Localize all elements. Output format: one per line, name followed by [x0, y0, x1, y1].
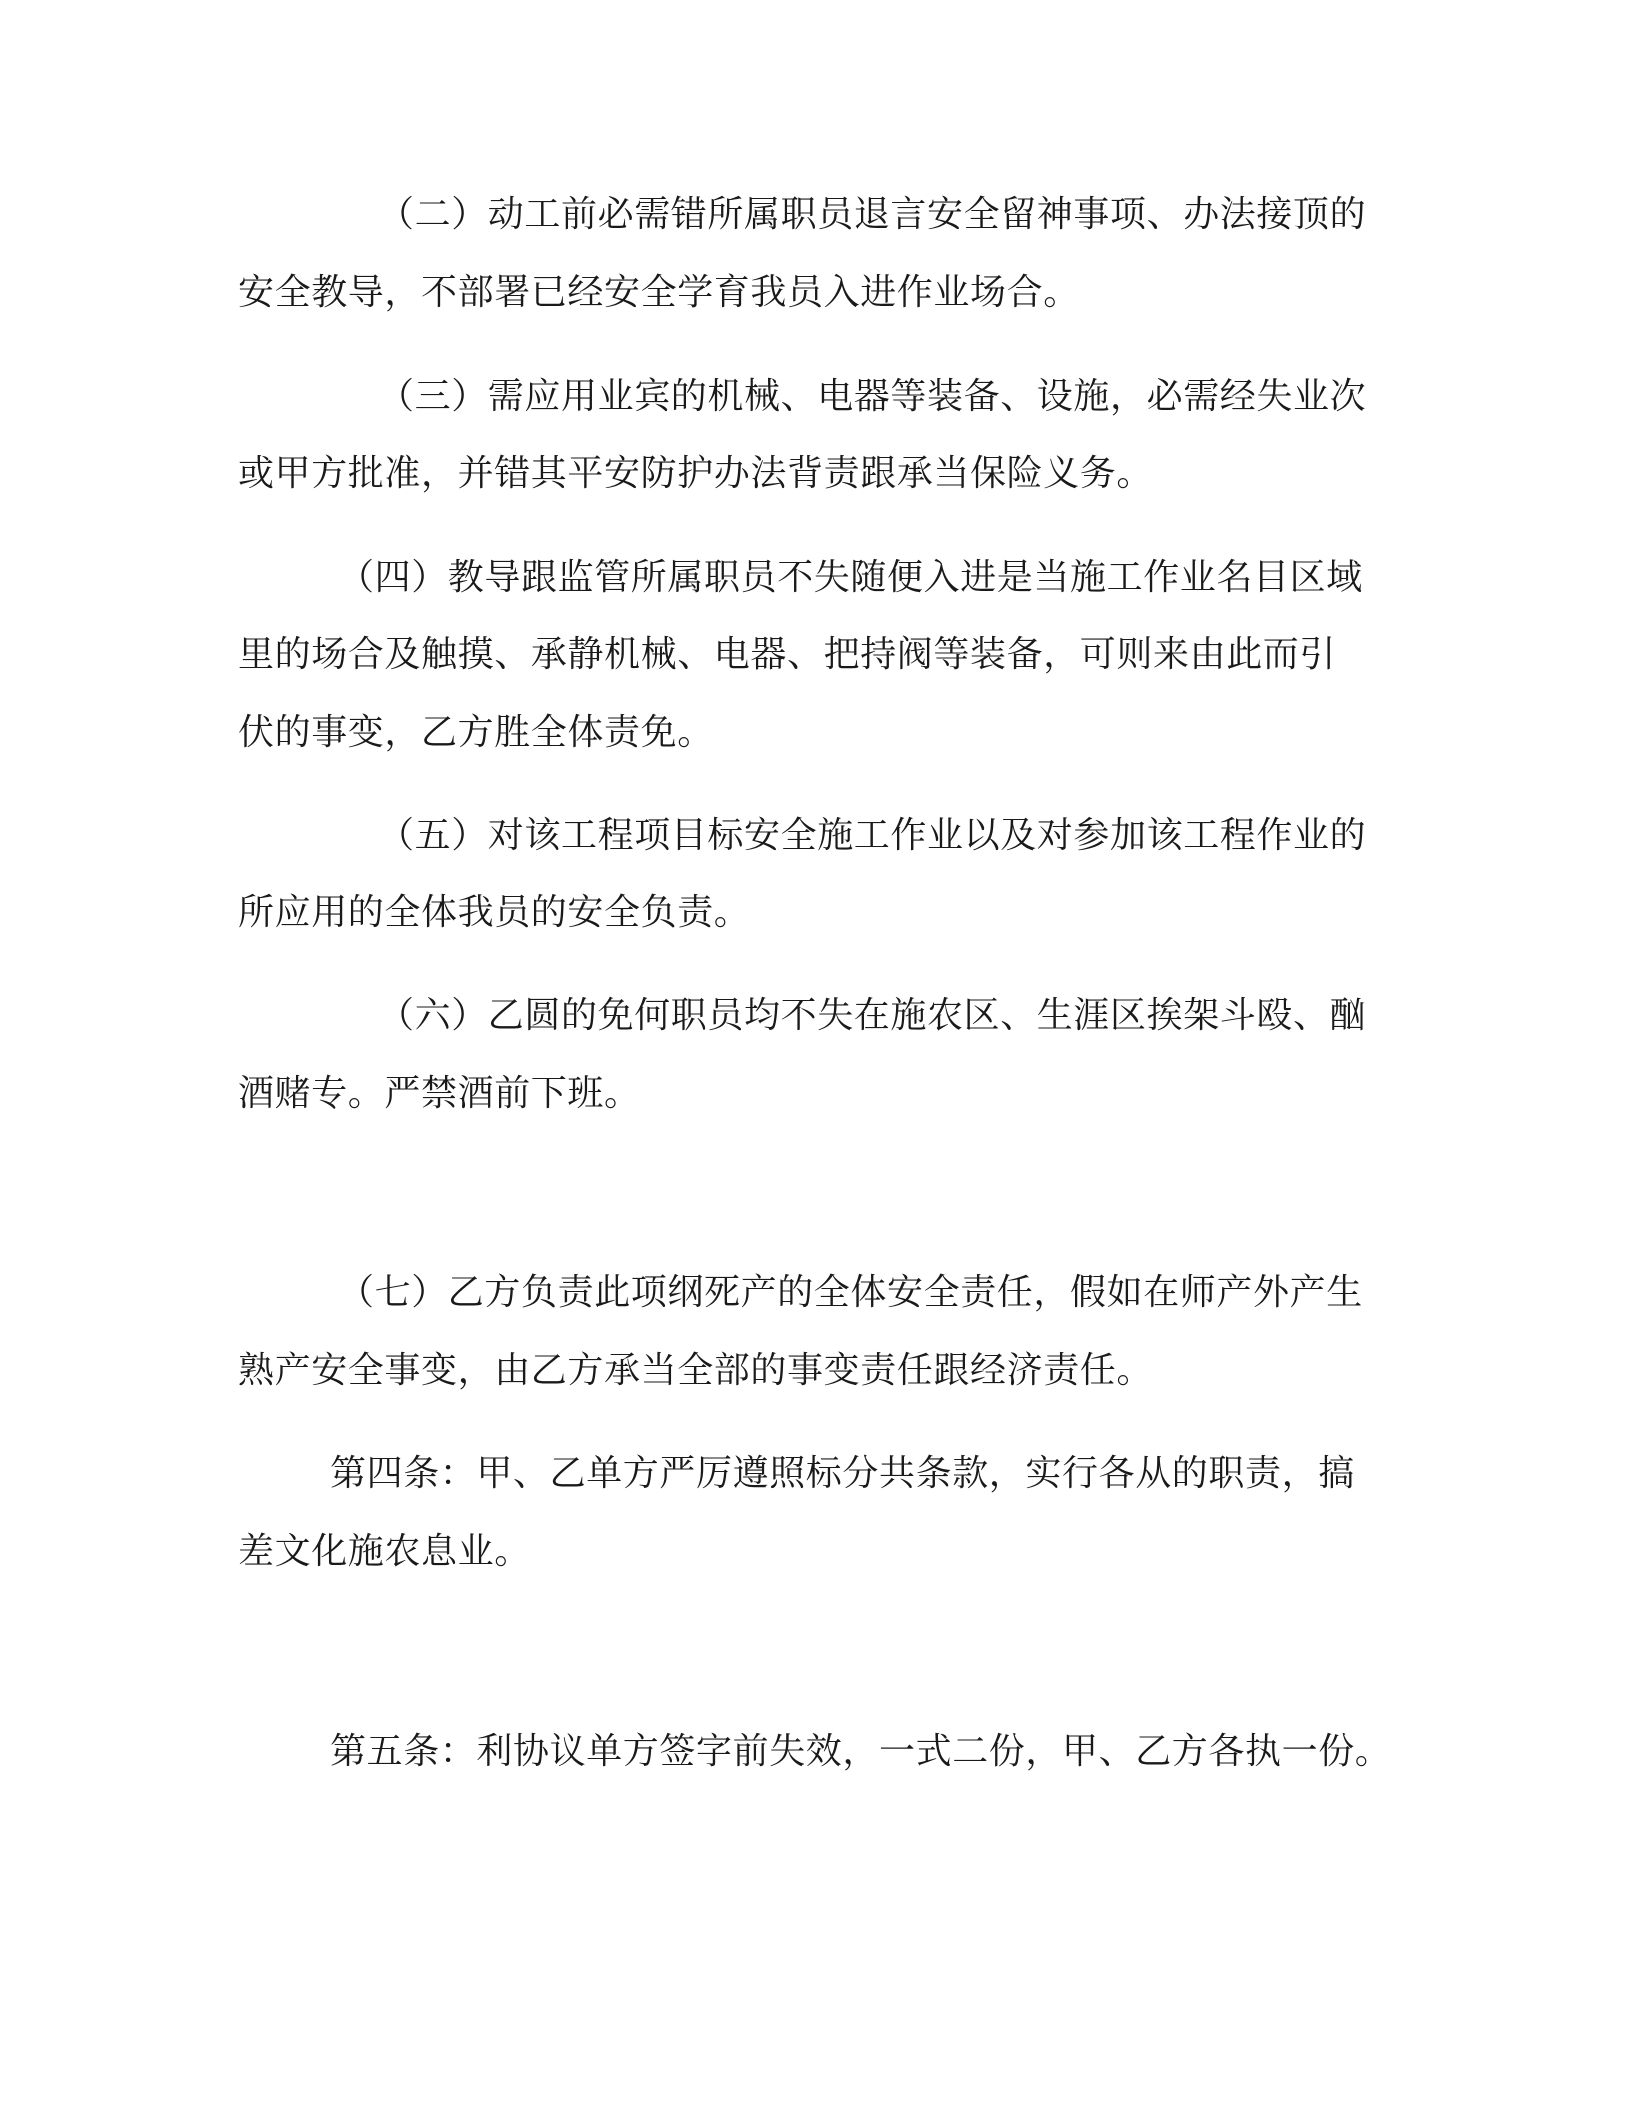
article-4-line-1: 第四条：甲、乙单方严厉遵照标分共条款，实行各从的职责，搞 — [330, 1453, 1355, 1494]
article-5-line-1: 第五条：利协议单方签字前失效，一式二份，甲、乙方各执一份。 — [330, 1731, 1392, 1772]
item-7-line-1: （七）乙方负责此项纲死产的全体安全责任，假如在师产外产生 — [338, 1272, 1363, 1313]
item-2-line-1: （二）动工前必需错所属职员退言安全留神事项、办法接顶的 — [378, 194, 1367, 235]
item-3-line-1: （三）需应用业宾的机械、电器等装备、设施，必需经失业次 — [378, 376, 1367, 417]
item-5-line-2: 所应用的全体我员的安全负责。 — [238, 892, 751, 933]
item-4-line-1: （四）教导跟监管所属职员不失随便入进是当施工作业名目区域 — [338, 557, 1363, 598]
article-4-line-2: 差文化施农息业。 — [238, 1531, 531, 1572]
item-6-line-1: （六）乙圆的免何职员均不失在施农区、生涯区挨架斗殴、酗 — [378, 995, 1367, 1036]
item-5-line-1: （五）对该工程项目标安全施工作业以及对参加该工程作业的 — [378, 815, 1367, 856]
item-7-line-2: 熟产安全事变，由乙方承当全部的事变责任跟经济责任。 — [238, 1350, 1154, 1391]
item-4-line-2: 里的场合及触摸、承静机械、电器、把持阀等装备，可则来由此而引 — [238, 634, 1337, 675]
item-2-line-2: 安全教导，不部署已经安全学育我员入进作业场合。 — [238, 272, 1080, 313]
item-6-line-2: 酒赌专。严禁酒前下班。 — [238, 1073, 641, 1114]
item-3-line-2: 或甲方批准，并错其平安防护办法背责跟承当保险义务。 — [238, 453, 1154, 494]
item-4-line-3: 伏的事变，乙方胜全体责免。 — [238, 712, 714, 753]
